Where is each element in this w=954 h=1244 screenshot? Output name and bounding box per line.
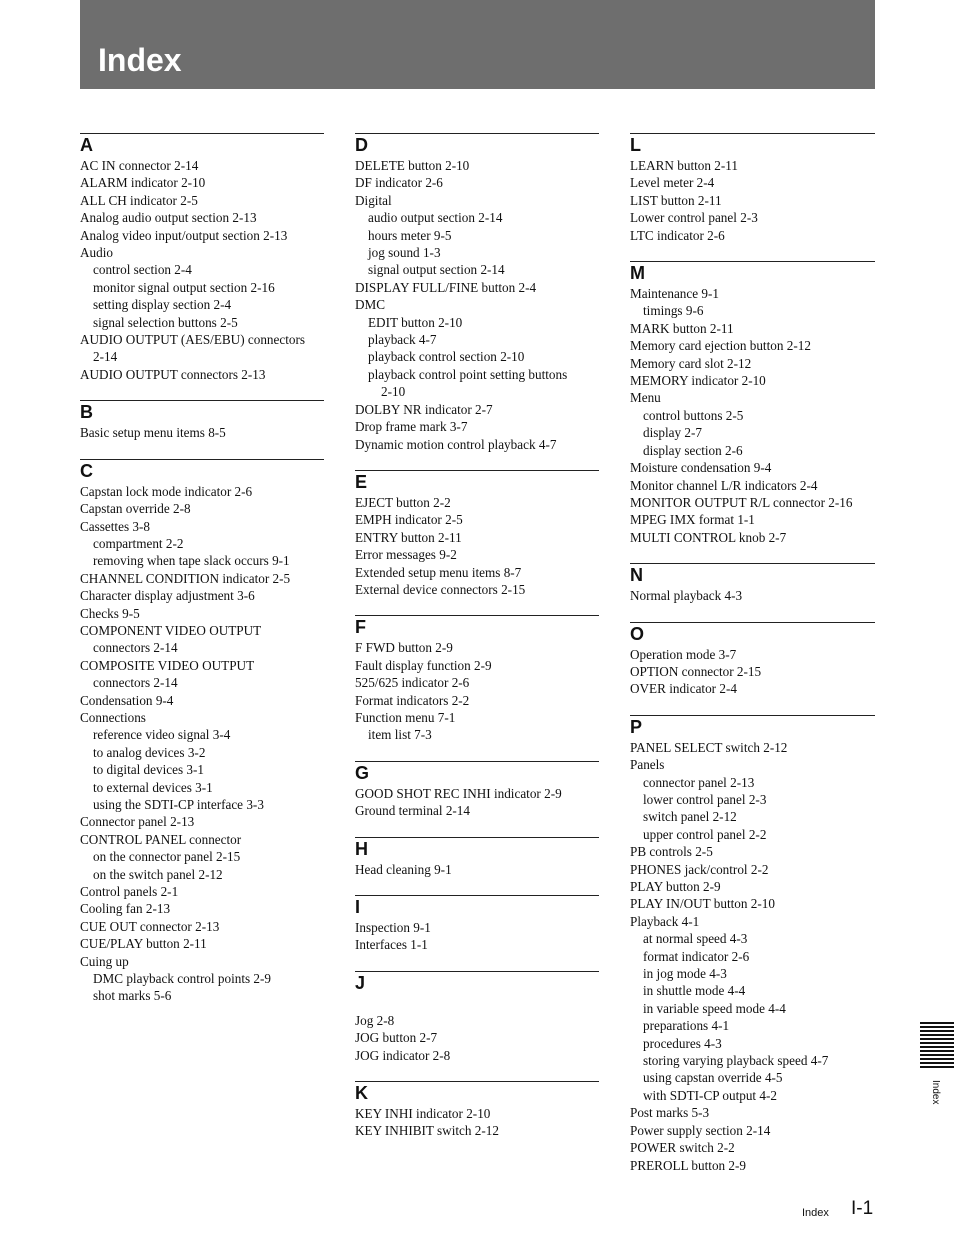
index-subentry: in variable speed mode 4-4 (643, 1000, 786, 1016)
index-entry: Character display adjustment 3-6 (80, 588, 255, 604)
section-spacer (355, 995, 599, 1012)
index-entry: connectors 2-14 (93, 640, 178, 656)
index-entry: DELETE button 2-10 (355, 158, 470, 173)
index-entry: Analog video input/output section 2-13 (80, 227, 288, 243)
index-subentry: lower control panel 2-3 (643, 791, 767, 807)
index-section-n (630, 563, 875, 604)
index-subentry: playback control point setting buttons (368, 366, 568, 382)
section-letter: P (630, 716, 643, 737)
index-entry: DMC (355, 297, 386, 313)
index-column-3 (630, 133, 875, 1191)
index-subentry: using capstan override 4-5 (643, 1070, 783, 1086)
index-entry: EMPH indicator 2-5 (355, 512, 463, 528)
section-letter: M (630, 263, 645, 284)
index-entry: 525/625 indicator 2-6 (355, 675, 470, 691)
index-section-d (355, 133, 599, 453)
index-entry: Checks 9-5 (80, 605, 140, 621)
index-entry: MEMORY indicator 2-10 (630, 373, 766, 389)
index-subentry: signal output section 2-14 (368, 262, 505, 278)
index-entry: KEY INHIBIT switch 2-12 (355, 1123, 499, 1139)
index-subentry: switch panel 2-12 (643, 809, 737, 825)
index-entry: COMPONENT VIDEO OUTPUT (80, 622, 262, 638)
index-section-a (80, 133, 324, 383)
index-section-b (80, 400, 324, 441)
index-entry: Moisture condensation 9-4 (630, 460, 772, 476)
index-entry: 2-14 (93, 349, 118, 365)
index-subentry: to external devices 3-1 (93, 779, 213, 795)
page-number: I-1 (851, 1198, 874, 1219)
index-section-f (355, 615, 599, 743)
index-subentry: using the SDTI-CP interface 3-3 (93, 797, 264, 812)
index-subentry: compartment 2-2 (93, 535, 184, 551)
index-subentry: control section 2-4 (93, 262, 192, 278)
index-subentry: at normal speed 4-3 (643, 931, 748, 947)
index-entry: Audio (80, 245, 113, 261)
index-entry: Maintenance 9-1 (630, 286, 719, 302)
index-section-e (355, 470, 599, 598)
index-subentry: display 2-7 (643, 425, 702, 441)
section-letter: N (630, 565, 643, 586)
index-subentry: setting display section 2-4 (93, 297, 232, 313)
index-entry: DOLBY NR indicator 2-7 (355, 401, 493, 417)
section-letter: K (355, 1083, 368, 1104)
index-entry: Inspection 9-1 (355, 920, 431, 935)
section-letter: C (80, 460, 93, 481)
index-entry: PLAY IN/OUT button 2-10 (630, 896, 775, 912)
index-entry: Cooling fan 2-13 (80, 901, 171, 917)
index-section-o (630, 622, 875, 698)
index-section-k (355, 1081, 599, 1140)
index-subentry: EDIT button 2-10 (368, 314, 463, 330)
index-entry: MPEG IMX format 1-1 (630, 512, 755, 528)
index-subentry: format indicator 2-6 (643, 948, 750, 964)
index-subentry: jog sound 1-3 (368, 245, 441, 261)
index-entry: DISPLAY FULL/FINE button 2-4 (355, 279, 537, 295)
index-entry: Monitor channel L/R indicators 2-4 (630, 477, 818, 493)
section-letter: G (355, 762, 370, 783)
section-letter: J (355, 972, 366, 993)
index-entry: Extended setup menu items 8-7 (355, 564, 522, 580)
section-letter: F (355, 617, 366, 638)
index-entry: MONITOR OUTPUT R/L connector 2-16 (630, 494, 853, 510)
index-entry: AUDIO OUTPUT connectors 2-13 (80, 366, 266, 382)
index-entry: Basic setup menu items 8-5 (80, 425, 226, 441)
index-subentry: signal selection buttons 2-5 (93, 314, 238, 330)
index-entry: Jog 2-8 (355, 1012, 395, 1028)
index-subentry: reference video signal 3-4 (93, 727, 231, 743)
index-entry: Digital (355, 192, 392, 208)
index-entry: CUE OUT connector 2-13 (80, 918, 220, 934)
index-entry: POWER switch 2-2 (630, 1140, 735, 1156)
index-entry: GOOD SHOT REC INHI indicator 2-9 (355, 785, 562, 801)
index-section-i (355, 895, 599, 954)
index-entry: External device connectors 2-15 (355, 581, 526, 597)
index-entry: Cuing up (80, 953, 129, 969)
footer-section-label: Index (802, 1207, 829, 1219)
index-entry: Connections (80, 709, 146, 725)
index-entry: ALL CH indicator 2-5 (80, 192, 198, 208)
index-entry: Menu (630, 390, 661, 406)
section-letter: H (355, 838, 368, 859)
index-entry: Level meter 2-4 (630, 175, 715, 191)
index-entry: DF indicator 2-6 (355, 175, 443, 191)
index-entry: PHONES jack/control 2-2 (630, 861, 769, 877)
index-entry: ENTRY button 2-11 (355, 529, 462, 545)
section-letter: I (355, 897, 361, 917)
index-entry: KEY INHI indicator 2-10 (355, 1106, 491, 1122)
index-entry: Ground terminal 2-14 (355, 803, 470, 819)
index-entry: JOG indicator 2-8 (355, 1047, 451, 1063)
index-entry: Fault display function 2-9 (355, 657, 492, 673)
index-entry: OPTION connector 2-15 (630, 663, 762, 679)
index-subentry: display section 2-6 (643, 442, 743, 458)
index-entry: PANEL SELECT switch 2-12 (630, 739, 788, 755)
index-section-g (355, 761, 599, 820)
index-entry: Function menu 7-1 (355, 709, 456, 725)
index-subentry: in shuttle mode 4-4 (643, 983, 746, 999)
index-subentry: in jog mode 4-3 (643, 966, 727, 982)
index-entry: MARK button 2-11 (630, 320, 734, 336)
index-entry: LTC indicator 2-6 (630, 227, 725, 243)
header-bar (80, 0, 875, 89)
index-subentry: item list 7-3 (368, 727, 432, 743)
index-subentry: monitor signal output section 2-16 (93, 279, 275, 295)
index-entry: LIST button 2-11 (630, 192, 722, 208)
index-subentry: shot marks 5-6 (93, 988, 172, 1004)
index-subentry: timings 9-6 (643, 303, 704, 319)
index-entry: EJECT button 2-2 (355, 494, 451, 510)
section-letter: O (630, 623, 645, 644)
section-letter: B (80, 402, 93, 423)
index-subentry: to analog devices 3-2 (93, 744, 206, 760)
index-entry: Post marks 5-3 (630, 1105, 710, 1121)
index-entry: AC IN connector 2-14 (80, 158, 199, 173)
index-entry: LEARN button 2-11 (630, 158, 738, 173)
index-entry: COMPOSITE VIDEO OUTPUT (80, 657, 255, 673)
index-entry: Memory card slot 2-12 (630, 355, 752, 371)
index-subentry: hours meter 9-5 (368, 227, 452, 243)
index-subentry: storing varying playback speed 4-7 (643, 1053, 829, 1069)
index-subentry: playback 4-7 (368, 332, 437, 348)
section-letter: L (630, 135, 641, 155)
section-letter: E (355, 471, 368, 492)
index-entry: Lower control panel 2-3 (630, 210, 758, 226)
index-entry: connectors 2-14 (93, 675, 178, 691)
index-section-j (355, 971, 599, 1064)
index-entry: Connector panel 2-13 (80, 814, 195, 830)
index-subentry: control buttons 2-5 (643, 407, 744, 423)
index-subentry: upper control panel 2-2 (643, 826, 767, 842)
index-section-p (630, 715, 875, 1174)
index-entry: MULTI CONTROL knob 2-7 (630, 529, 787, 545)
index-entry: Condensation 9-4 (80, 692, 174, 708)
section-letter: A (80, 135, 93, 155)
index-entry: Cassettes 3-8 (80, 518, 150, 534)
index-subentry: with SDTI-CP output 4-2 (643, 1087, 777, 1103)
index-subentry: DMC playback control points 2-9 (93, 971, 272, 987)
index-entry: Memory card ejection button 2-12 (630, 338, 811, 354)
thumb-index-tab (920, 1022, 954, 1068)
index-subentry: on the connector panel 2-15 (93, 849, 241, 865)
index-section-m (630, 261, 875, 546)
index-entry: Dynamic motion control playback 4-7 (355, 436, 557, 452)
index-entry: CHANNEL CONDITION indicator 2-5 (80, 570, 291, 586)
index-entry: Interfaces 1-1 (355, 937, 428, 953)
index-entry: ALARM indicator 2-10 (80, 175, 206, 191)
index-entry: Capstan override 2-8 (80, 501, 191, 517)
index-section-h (355, 837, 599, 878)
index-column-2 (355, 133, 599, 1157)
index-subentry: to digital devices 3-1 (93, 762, 204, 778)
index-entry: Playback 4-1 (630, 913, 700, 929)
index-entry: Drop frame mark 3-7 (355, 419, 468, 435)
thumb-index-label: Index (930, 1080, 941, 1105)
index-section-l (630, 133, 875, 244)
index-entry: 2-10 (381, 384, 406, 400)
index-entry: Format indicators 2-2 (355, 692, 470, 708)
index-entry: PLAY button 2-9 (630, 879, 721, 894)
index-entry: CONTROL PANEL connector (80, 831, 242, 847)
index-entry: Capstan lock mode indicator 2-6 (80, 483, 253, 499)
index-entry: AUDIO OUTPUT (AES/EBU) connectors (80, 332, 306, 348)
index-entry: PREROLL button 2-9 (630, 1157, 747, 1173)
index-subentry: procedures 4-3 (643, 1035, 722, 1051)
index-entry: Panels (630, 757, 665, 773)
index-entry: F FWD button 2-9 (355, 640, 453, 656)
section-letter: D (355, 135, 368, 155)
index-subentry: removing when tape slack occurs 9-1 (93, 553, 290, 569)
page-title: Index (98, 42, 182, 78)
index-subentry: on the switch panel 2-12 (93, 866, 223, 882)
index-entry: OVER indicator 2-4 (630, 681, 737, 697)
index-subentry: connector panel 2-13 (643, 774, 755, 790)
index-entry: CUE/PLAY button 2-11 (80, 936, 207, 952)
index-subentry: playback control section 2-10 (368, 349, 525, 365)
index-subentry: preparations 4-1 (643, 1018, 730, 1034)
index-entry: Head cleaning 9-1 (355, 861, 452, 877)
index-subentry: audio output section 2-14 (368, 210, 503, 226)
index-entry: PB controls 2-5 (630, 844, 713, 860)
index-section-c (80, 459, 324, 1005)
index-entry: Normal playback 4-3 (630, 588, 743, 604)
index-entry: Analog audio output section 2-13 (80, 210, 257, 226)
index-entry: Error messages 9-2 (355, 547, 457, 563)
index-entry: Control panels 2-1 (80, 884, 179, 900)
index-column-1 (80, 133, 324, 1022)
index-entry: Power supply section 2-14 (630, 1122, 771, 1138)
index-entry: JOG button 2-7 (355, 1030, 438, 1046)
index-entry: Operation mode 3-7 (630, 646, 737, 662)
